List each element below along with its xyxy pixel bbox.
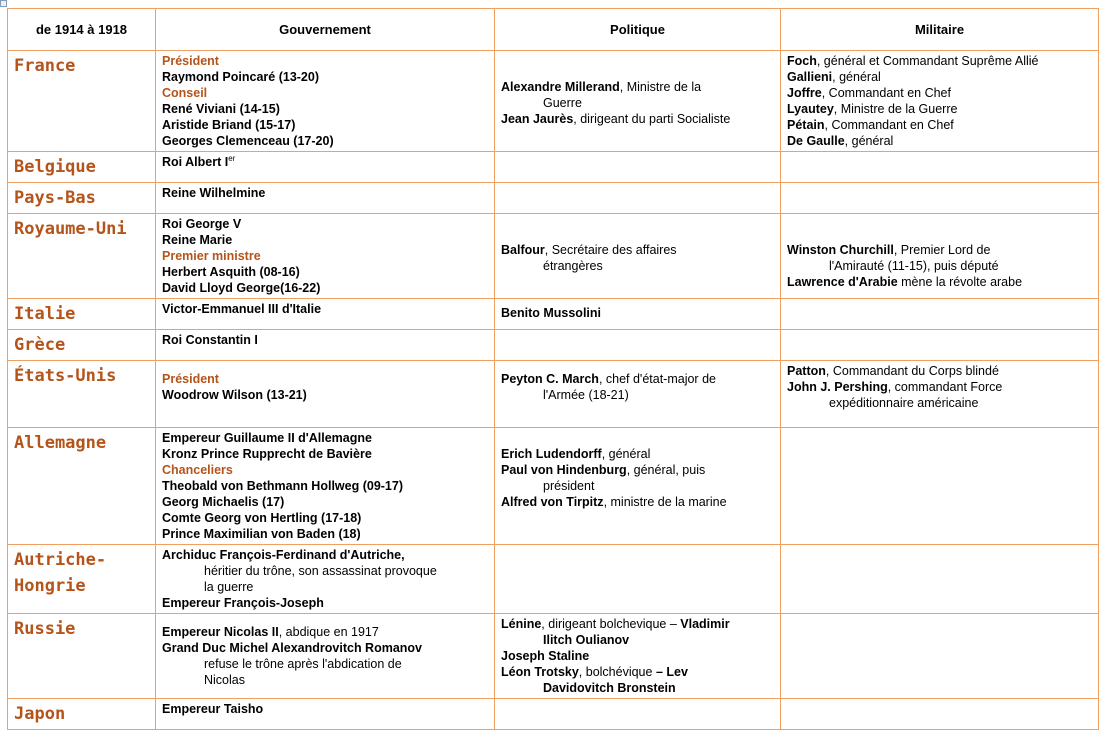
person-name: Joffre (787, 86, 822, 100)
leader-name: Prince Maximilian von Baden (18) (162, 527, 361, 541)
gov-line (162, 624, 488, 640)
person-role: expéditionnaire américaine (829, 396, 979, 410)
header-politique: Politique (495, 9, 781, 51)
pol-line (501, 79, 774, 95)
gov-line (162, 117, 488, 133)
person-role: , Secrétaire des affaires (544, 243, 677, 257)
person-role: l'Armée (18-21) (543, 388, 629, 402)
leader-name: refuse le trône après l'abdication de (204, 657, 402, 671)
leader-name: Theobald von Bethmann Hollweg (09-17) (162, 479, 403, 493)
header-militaire: Militaire (781, 9, 1099, 51)
person-role: , Premier Lord de (893, 243, 991, 257)
role-label: Président (162, 54, 219, 68)
politique-cell (495, 428, 781, 545)
mil-line (787, 363, 1092, 379)
pol-line (501, 387, 774, 403)
person-name: Gallieni (787, 70, 833, 84)
leader-name: René Viviani (14-15) (162, 102, 280, 116)
politique-cell (495, 214, 781, 299)
person-name: De Gaulle (787, 134, 845, 148)
pol-line (501, 632, 774, 648)
gouvernement-cell (156, 545, 495, 614)
leader-name: Herbert Asquith (08-16) (162, 265, 300, 279)
gov-line (162, 280, 488, 296)
person-name: Peyton C. March (501, 372, 599, 386)
person-role: , général, puis (626, 463, 706, 477)
militaire-cell (781, 152, 1099, 183)
person-role: , commandant Force (887, 380, 1003, 394)
pol-line (501, 680, 774, 696)
table-body (8, 51, 1099, 730)
gov-line (162, 672, 488, 688)
person-name: Balfour (501, 243, 545, 257)
leader-name: Reine Marie (162, 233, 233, 247)
gov-line (162, 656, 488, 672)
mil-line (787, 395, 1092, 411)
person-name: Vladimir (680, 617, 730, 631)
person-name: – Lev (655, 665, 688, 679)
country-cell: Royaume-Uni (8, 214, 156, 299)
person-name: Benito Mussolini (501, 306, 601, 320)
militaire-cell (781, 214, 1099, 299)
gov-line (162, 85, 488, 101)
gov-line (162, 579, 488, 595)
table-row (8, 330, 1099, 361)
person-role: , chef d'état-major de (598, 372, 716, 386)
person-name: Davidovitch Bronstein (543, 681, 676, 695)
person-name: Lyautey (787, 102, 834, 116)
leader-name: Roi Albert I (162, 155, 229, 169)
role-label: Chanceliers (162, 463, 233, 477)
country-cell: Belgique (8, 152, 156, 183)
militaire-cell (781, 699, 1099, 730)
gov-line (162, 547, 488, 563)
politique-cell (495, 183, 781, 214)
gov-line (162, 526, 488, 542)
gouvernement-cell (156, 330, 495, 361)
person-role: mène la révolte arabe (897, 275, 1023, 289)
militaire-cell (781, 614, 1099, 699)
gov-line (162, 446, 488, 462)
gov-line (162, 232, 488, 248)
gov-line (162, 701, 488, 717)
militaire-cell (781, 183, 1099, 214)
leader-name: Empereur François-Joseph (162, 596, 324, 610)
mil-line (787, 117, 1092, 133)
militaire-cell (781, 299, 1099, 330)
gov-line (162, 387, 488, 403)
gouvernement-cell (156, 428, 495, 545)
person-name: Lénine (501, 617, 542, 631)
country-cell: Japon (8, 699, 156, 730)
mil-line (787, 242, 1092, 258)
gov-line (162, 510, 488, 526)
pol-line (501, 446, 774, 462)
person-role: Guerre (543, 96, 582, 110)
country-cell: France (8, 51, 156, 152)
leader-name: Empereur Guillaume II d'Allemagne (162, 431, 372, 445)
table-row (8, 183, 1099, 214)
pol-line (501, 242, 774, 258)
pol-line (501, 95, 774, 111)
country-cell: Pays-Bas (8, 183, 156, 214)
person-name: Joseph Staline (501, 649, 590, 663)
person-name: Léon Trotsky (501, 665, 579, 679)
militaire-cell (781, 51, 1099, 152)
table-row (8, 214, 1099, 299)
gov-line (162, 264, 488, 280)
person-name: Patton (787, 364, 826, 378)
gov-line (162, 248, 488, 264)
person-role: l'Amirauté (11-15), puis député (829, 259, 999, 273)
person-role: , général et Commandant Suprême Allié (816, 54, 1039, 68)
leader-name: Empereur Taisho (162, 702, 264, 716)
leader-name: Nicolas (204, 673, 245, 687)
role-label: Premier ministre (162, 249, 261, 263)
leader-name: Empereur Nicolas II (162, 625, 279, 639)
person-name: Erich Ludendorff (501, 447, 602, 461)
politique-cell (495, 361, 781, 428)
gouvernement-cell (156, 51, 495, 152)
pol-line (501, 305, 774, 321)
politique-cell (495, 299, 781, 330)
pol-line (501, 478, 774, 494)
pol-line (501, 111, 774, 127)
person-role: président (543, 479, 595, 493)
mil-line (787, 379, 1092, 395)
gov-line (162, 185, 488, 201)
gov-line (162, 154, 488, 170)
leader-name: Raymond Poincaré (13-20) (162, 70, 319, 84)
person-role: , Commandant du Corps blindé (825, 364, 999, 378)
person-role: , dirigeant bolchevique – (541, 617, 681, 631)
person-role: , Commandant en Chef (821, 86, 951, 100)
person-name: Winston Churchill (787, 243, 894, 257)
leader-note: , abdique en 1917 (278, 625, 379, 639)
leader-name: Aristide Briand (15-17) (162, 118, 296, 132)
gov-line (162, 301, 488, 317)
country-cell: Italie (8, 299, 156, 330)
person-name: Ilitch Oulianov (543, 633, 630, 647)
gov-line (162, 563, 488, 579)
table-row (8, 361, 1099, 428)
militaire-cell (781, 361, 1099, 428)
politique-cell (495, 614, 781, 699)
gov-line (162, 332, 488, 348)
gov-line (162, 494, 488, 510)
militaire-cell (781, 330, 1099, 361)
leader-name: Comte Georg von Hertling (17-18) (162, 511, 362, 525)
pol-line (501, 648, 774, 664)
leader-name: Roi Constantin I (162, 333, 258, 347)
person-role: , Ministre de la Guerre (833, 102, 958, 116)
person-role: , ministre de la marine (603, 495, 727, 509)
gouvernement-cell (156, 614, 495, 699)
header-gouvernement: Gouvernement (156, 9, 495, 51)
politique-cell (495, 699, 781, 730)
leader-name: Woodrow Wilson (13-21) (162, 388, 307, 402)
gov-line (162, 69, 488, 85)
leader-name: Grand Duc Michel Alexandrovitch Romanov (162, 641, 423, 655)
pol-line (501, 258, 774, 274)
mil-line (787, 101, 1092, 117)
person-role: , dirigeant du parti Socialiste (573, 112, 731, 126)
person-name: Foch (787, 54, 817, 68)
gov-line (162, 101, 488, 117)
gov-line (162, 133, 488, 149)
country-cell: Autriche-Hongrie (8, 545, 156, 614)
pol-line (501, 494, 774, 510)
leader-name: Kronz Prince Rupprecht de Bavière (162, 447, 372, 461)
gov-line (162, 53, 488, 69)
mil-line (787, 133, 1092, 149)
person-name: John J. Pershing (787, 380, 888, 394)
person-name: Lawrence d'Arabie (787, 275, 898, 289)
politique-cell (495, 545, 781, 614)
table-row (8, 51, 1099, 152)
country-cell: Allemagne (8, 428, 156, 545)
gov-line (162, 462, 488, 478)
leader-name: Georges Clemenceau (17-20) (162, 134, 334, 148)
mil-line (787, 274, 1092, 290)
person-name: Paul von Hindenburg (501, 463, 627, 477)
country-cell: Russie (8, 614, 156, 699)
militaire-cell (781, 545, 1099, 614)
gouvernement-cell (156, 299, 495, 330)
mil-line (787, 85, 1092, 101)
country-cell: États-Unis (8, 361, 156, 428)
person-role: , bolchévique (578, 665, 656, 679)
pol-line (501, 371, 774, 387)
person-name: Jean Jaurès (501, 112, 574, 126)
politique-cell (495, 51, 781, 152)
table-row (8, 614, 1099, 699)
leader-name: Georg Michaelis (17) (162, 495, 285, 509)
pol-line (501, 664, 774, 680)
leader-name: la guerre (204, 580, 254, 594)
gov-line (162, 430, 488, 446)
mil-line (787, 258, 1092, 274)
pol-line (501, 462, 774, 478)
country-cell: Grèce (8, 330, 156, 361)
politique-cell (495, 152, 781, 183)
person-role: , général (601, 447, 651, 461)
window-corner-icon (0, 0, 7, 7)
gov-line (162, 478, 488, 494)
leader-name: Reine Wilhelmine (162, 186, 266, 200)
table-row (8, 545, 1099, 614)
leader-name: héritier du trône, son assassinat provoque (204, 564, 437, 578)
gov-line (162, 216, 488, 232)
leader-name: Victor-Emmanuel III d'Italie (162, 302, 322, 316)
person-name: Alfred von Tirpitz (501, 495, 604, 509)
politique-cell (495, 330, 781, 361)
mil-line (787, 69, 1092, 85)
ww1-leaders-table (7, 8, 1099, 730)
gov-line (162, 371, 488, 387)
leader-name: Roi George V (162, 217, 242, 231)
person-role: , général (844, 134, 894, 148)
table-row (8, 428, 1099, 545)
gov-line (162, 640, 488, 656)
leader-name: Archiduc François-Ferdinand d'Autriche, (162, 548, 405, 562)
ordinal-superscript: er (228, 153, 236, 163)
gouvernement-cell (156, 699, 495, 730)
header-period: de 1914 à 1918 (8, 9, 156, 51)
person-role: , Ministre de la (619, 80, 702, 94)
person-name: Alexandre Millerand (501, 80, 620, 94)
role-label: Président (162, 372, 219, 386)
person-role: , Commandant en Chef (824, 118, 954, 132)
gov-line (162, 595, 488, 611)
mil-line (787, 53, 1092, 69)
gouvernement-cell (156, 152, 495, 183)
header-row (8, 9, 1099, 51)
person-role: , général (832, 70, 881, 84)
gouvernement-cell (156, 214, 495, 299)
gouvernement-cell (156, 361, 495, 428)
militaire-cell (781, 428, 1099, 545)
table-row (8, 152, 1099, 183)
table-row (8, 699, 1099, 730)
pol-line (501, 616, 774, 632)
person-name: Pétain (787, 118, 825, 132)
leader-name: David Lloyd George(16-22) (162, 281, 321, 295)
person-role: étrangères (543, 259, 603, 273)
table-row (8, 299, 1099, 330)
gouvernement-cell (156, 183, 495, 214)
role-label: Conseil (162, 86, 208, 100)
